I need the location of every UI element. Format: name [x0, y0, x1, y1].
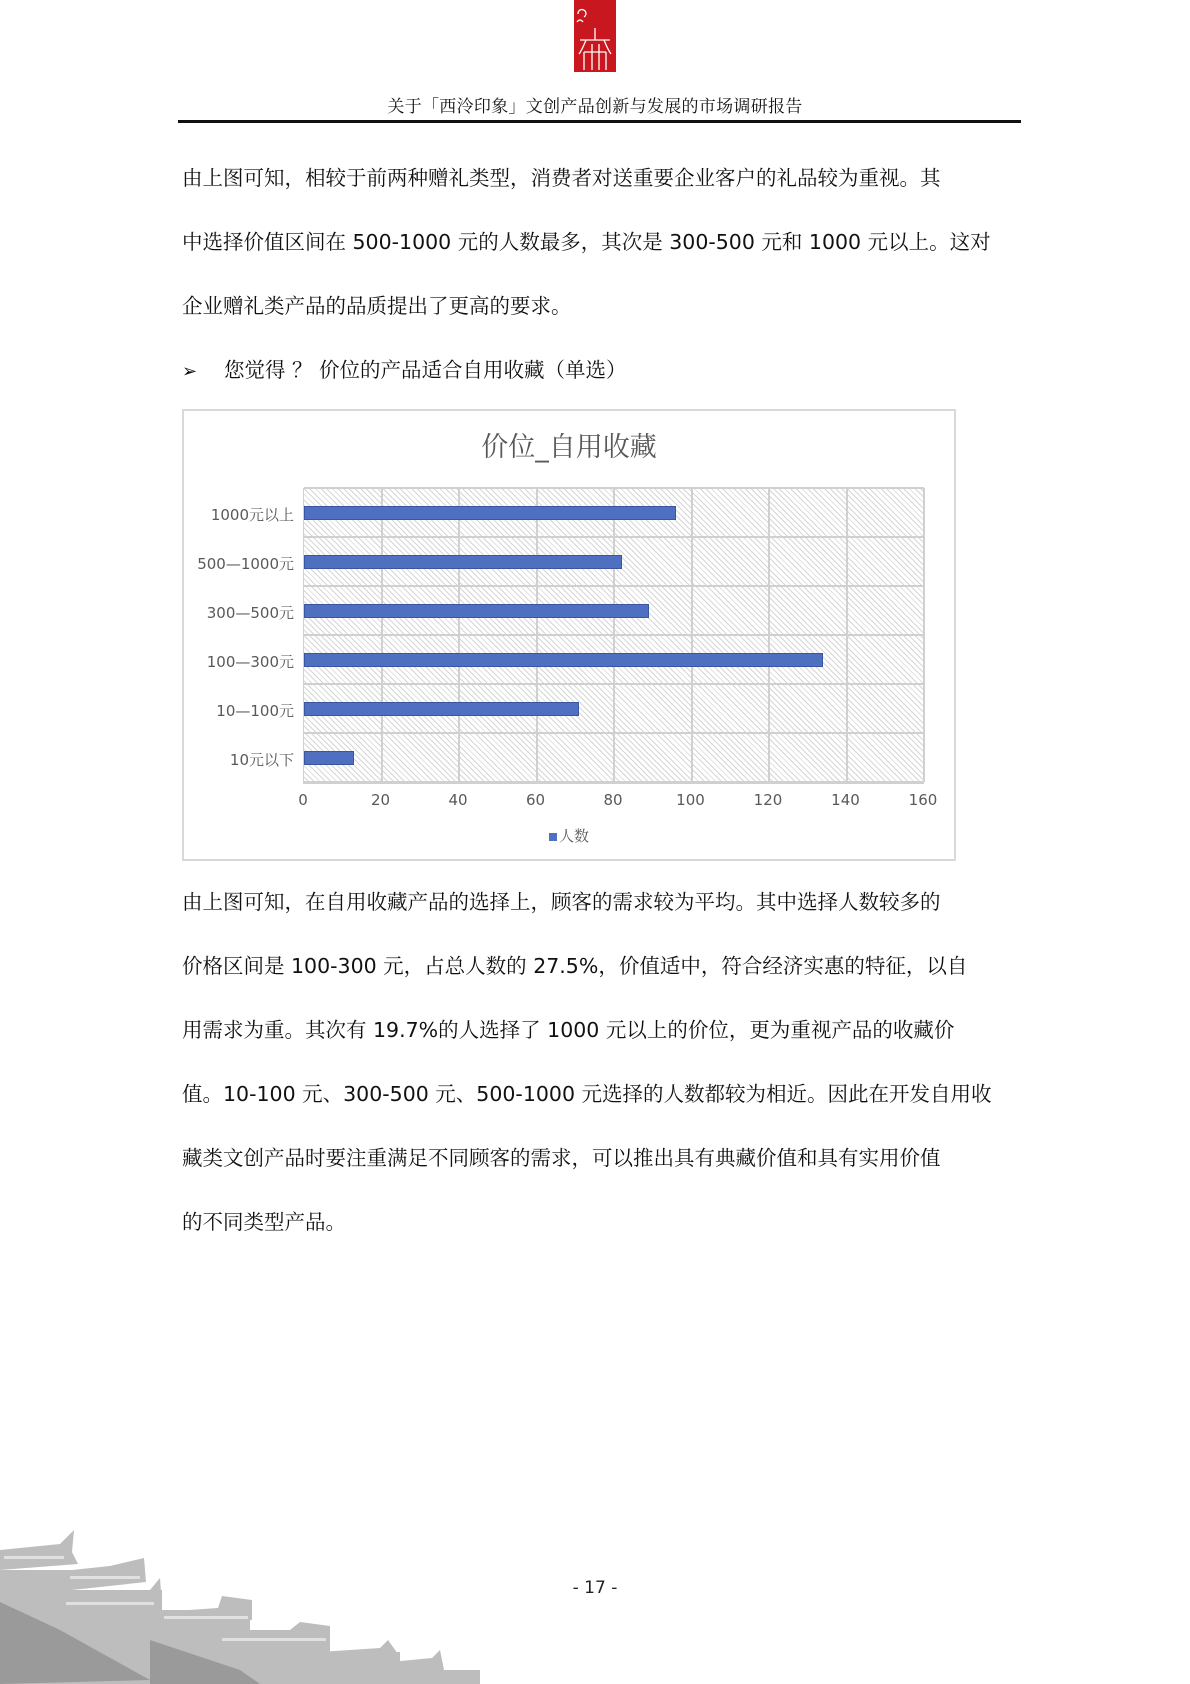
legend-label: 人数	[558, 827, 589, 845]
category-label: 100—300元	[206, 653, 294, 671]
text-line: 由上图可知，在自用收藏产品的选择上，顾客的需求较为平均。其中选择人数较多的	[182, 890, 941, 914]
text-line: 中选择价值区间在 500-1000 元的人数最多，其次是 300-500 元和 1000 元以上。这对	[182, 230, 991, 254]
x-tick-label: 20	[370, 791, 391, 809]
horizontal-gridline	[304, 585, 924, 587]
text-line: 由上图可知，相较于前两种赠礼类型，消费者对送重要企业客户的礼品较为重视。其	[182, 166, 941, 190]
x-tick-label: 40	[448, 791, 468, 809]
bar-0	[304, 506, 676, 520]
survey-question	[182, 338, 627, 404]
traditional-rooftops-image	[0, 1530, 480, 1684]
analysis-paragraph	[182, 870, 1022, 1254]
legend-swatch-icon	[549, 833, 557, 841]
category-label: 10元以下	[229, 751, 294, 769]
bar-chart	[182, 409, 956, 861]
bar-1	[304, 555, 622, 569]
x-tick-label: 120	[753, 791, 783, 809]
category-label: 1000元以上	[210, 506, 294, 524]
x-tick-label: 160	[908, 791, 938, 809]
x-tick-label: 60	[525, 791, 546, 809]
plot-area	[303, 488, 924, 784]
text-line: 藏类文创产品时要注重满足不同顾客的需求，可以推出具有典藏价值和具有实用价值	[182, 1146, 941, 1170]
text-line: 价格区间是 100-300 元，占总人数的 27.5%，价值适中，符合经济实惠的特征，以自	[182, 954, 968, 978]
bar-2	[304, 604, 649, 618]
text-line: 企业赠礼类产品的品质提出了更高的要求。	[182, 294, 572, 318]
x-tick-label: 140	[831, 791, 860, 809]
text-line: 值。10-100 元、300-500 元、500-1000 元选择的人数都较为相近。因此在开发自用收	[182, 1082, 992, 1106]
chart-title: 价位_自用收藏	[481, 432, 657, 463]
x-tick-label: 100	[676, 791, 705, 809]
horizontal-gridline	[304, 487, 924, 489]
intro-paragraph	[182, 146, 1022, 338]
horizontal-gridline	[304, 781, 924, 783]
header-divider	[178, 120, 1021, 123]
report-header-title: 关于「西泠印象」文创产品创新与发展的市场调研报告	[387, 97, 803, 117]
text-line: 的不同类型产品。	[182, 1210, 346, 1234]
x-tick-label: 80	[603, 791, 623, 809]
x-tick-label: 0	[298, 791, 308, 809]
chart-legend	[184, 825, 954, 846]
category-label: 300—500元	[206, 604, 294, 622]
question-text: 您觉得 ？ 价位的产品适合自用收藏（单选）	[224, 358, 627, 382]
red-seal-logo	[574, 0, 616, 72]
arrow-bullet-icon: ➢	[182, 361, 198, 382]
horizontal-gridline	[304, 732, 924, 734]
horizontal-gridline	[304, 683, 924, 685]
bar-4	[304, 702, 579, 716]
bar-3	[304, 653, 823, 667]
category-label: 10—100元	[216, 702, 294, 720]
horizontal-gridline	[304, 634, 924, 636]
bar-5	[304, 751, 354, 765]
text-line: 用需求为重。其次有 19.7%的人选择了 1000 元以上的价位，更为重视产品的收藏价	[182, 1018, 955, 1042]
seal-glyph-icon	[574, 0, 616, 72]
page-number: - 17 -	[572, 1578, 618, 1598]
category-label: 500—1000元	[197, 555, 294, 573]
horizontal-gridline	[304, 536, 924, 538]
